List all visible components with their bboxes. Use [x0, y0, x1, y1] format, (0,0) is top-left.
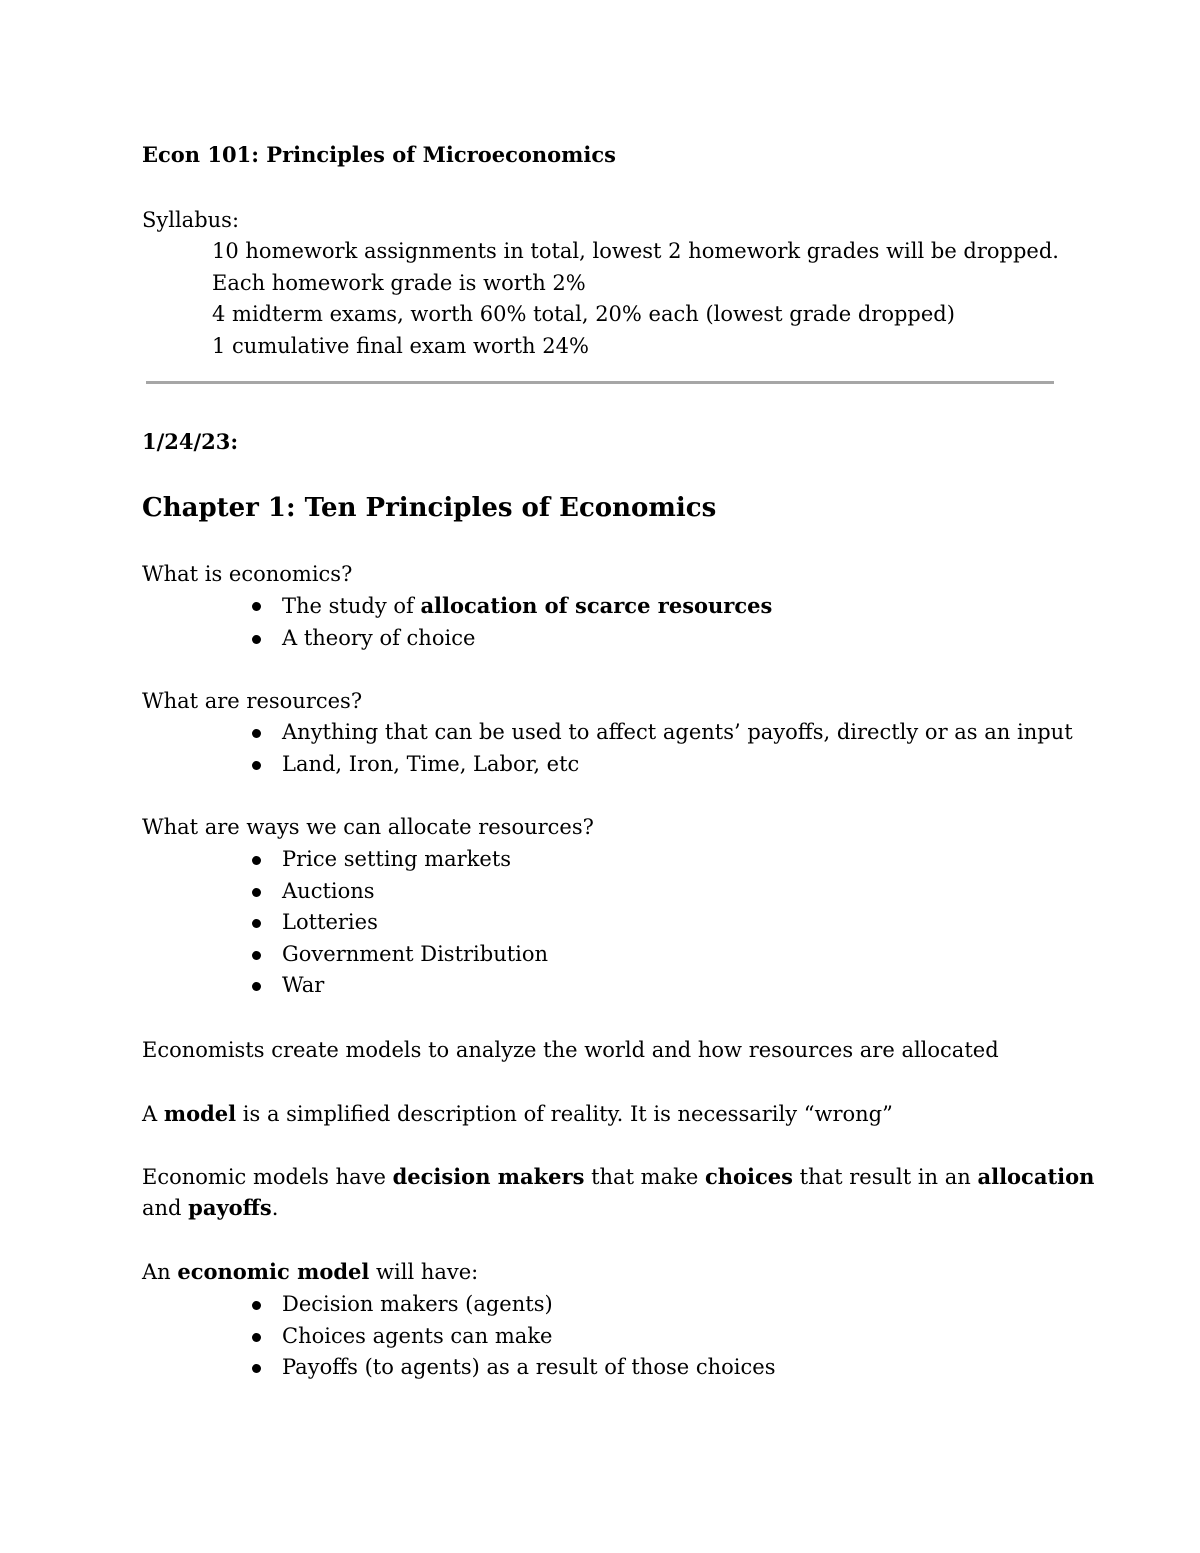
- question-what-is-economics: What is economics?: [142, 562, 353, 586]
- text-run: Economic models have: [142, 1165, 393, 1189]
- economic-model-intro: [142, 1258, 478, 1286]
- bullet-icon: [252, 1301, 261, 1310]
- list-item: [248, 876, 548, 908]
- model-definition-post: is a simplified description of reality. It is necessarily “wrong”: [236, 1102, 893, 1126]
- bullet-icon: [252, 1333, 261, 1342]
- text-run: .: [271, 1196, 279, 1220]
- bullet-text: Anything that can be used to affect agents’ payoffs, directly or as an input: [282, 720, 1073, 744]
- list-item: [248, 844, 548, 876]
- course-title: Econ 101: Principles of Microeconomics: [142, 142, 616, 167]
- horizontal-divider: [146, 381, 1054, 384]
- list-item: [248, 590, 772, 623]
- economists-models-text: Economists create models to analyze the world and how resources are allocated: [142, 1038, 999, 1062]
- syllabus-heading: Syllabus:: [142, 208, 240, 232]
- bullet-icon: [252, 635, 261, 644]
- list-item: [248, 1321, 776, 1353]
- economic-models-text-line2: [142, 1194, 278, 1222]
- syllabus-item: Each homework grade is worth 2%: [212, 271, 586, 295]
- resources-bullet-list: [248, 717, 1073, 780]
- text-run: will have:: [369, 1260, 479, 1284]
- chapter-title: Chapter 1: Ten Principles of Economics: [142, 493, 717, 523]
- syllabus-item: 1 cumulative final exam worth 24%: [212, 334, 589, 358]
- bullet-text: Government Distribution: [282, 941, 549, 966]
- bullet-text: Payoffs (to agents) as a result of those choices: [282, 1355, 776, 1379]
- economic-model-bullet-list: [248, 1289, 776, 1384]
- question-what-are-resources: What are resources?: [142, 689, 363, 713]
- bullet-icon: [252, 888, 261, 897]
- bullet-text: Auctions: [282, 878, 375, 903]
- bullet-icon: [252, 856, 261, 865]
- bullet-text: War: [282, 973, 325, 997]
- economics-bullet-list: [248, 590, 772, 654]
- bullet-icon: [252, 761, 261, 770]
- bullet-text: Choices agents can make: [282, 1323, 553, 1348]
- model-definition-pre: A: [142, 1102, 164, 1126]
- decision-makers-term: decision makers: [392, 1164, 585, 1189]
- bullet-text-bold: allocation of scarce resources: [420, 593, 773, 618]
- list-item: [248, 717, 1073, 749]
- list-item: [248, 939, 548, 971]
- bullet-icon: [252, 1364, 261, 1373]
- allocation-term: allocation: [977, 1164, 1095, 1189]
- payoffs-term: payoffs: [188, 1195, 272, 1220]
- text-run: that result in an: [792, 1165, 978, 1189]
- bullet-text: Lotteries: [282, 910, 378, 934]
- list-item: [248, 1352, 776, 1384]
- bullet-text: Land, Iron, Time, Labor, etc: [282, 751, 580, 776]
- list-item: [248, 623, 772, 655]
- bullet-text: Price setting markets: [282, 847, 512, 871]
- model-definition: [142, 1100, 893, 1128]
- bullet-text: The study of: [282, 594, 421, 618]
- bullet-icon: [252, 951, 261, 960]
- text-run: and: [142, 1196, 189, 1220]
- bullet-text: A theory of choice: [282, 625, 476, 650]
- list-item: [248, 749, 1073, 781]
- bullet-icon: [252, 919, 261, 928]
- allocation-bullet-list: [248, 844, 548, 1002]
- economic-model-term: economic model: [177, 1259, 370, 1284]
- economic-models-text-line1: [142, 1163, 1094, 1191]
- text-run: An: [142, 1260, 178, 1284]
- syllabus-item: 10 homework assignments in total, lowest 2 homework grades will be dropped.: [212, 239, 1059, 263]
- list-item: [248, 970, 548, 1002]
- list-item: [248, 907, 548, 939]
- lecture-date: 1/24/23:: [142, 429, 239, 454]
- bullet-icon: [252, 729, 261, 738]
- question-ways-to-allocate: What are ways we can allocate resources?: [142, 815, 594, 839]
- text-run: that make: [584, 1165, 705, 1189]
- syllabus-item: 4 midterm exams, worth 60% total, 20% each (lowest grade dropped): [212, 302, 955, 326]
- model-term: model: [163, 1101, 237, 1126]
- bullet-icon: [252, 982, 261, 991]
- bullet-text: Decision makers (agents): [282, 1292, 553, 1316]
- choices-term: choices: [704, 1164, 793, 1189]
- list-item: [248, 1289, 776, 1321]
- bullet-icon: [252, 602, 261, 611]
